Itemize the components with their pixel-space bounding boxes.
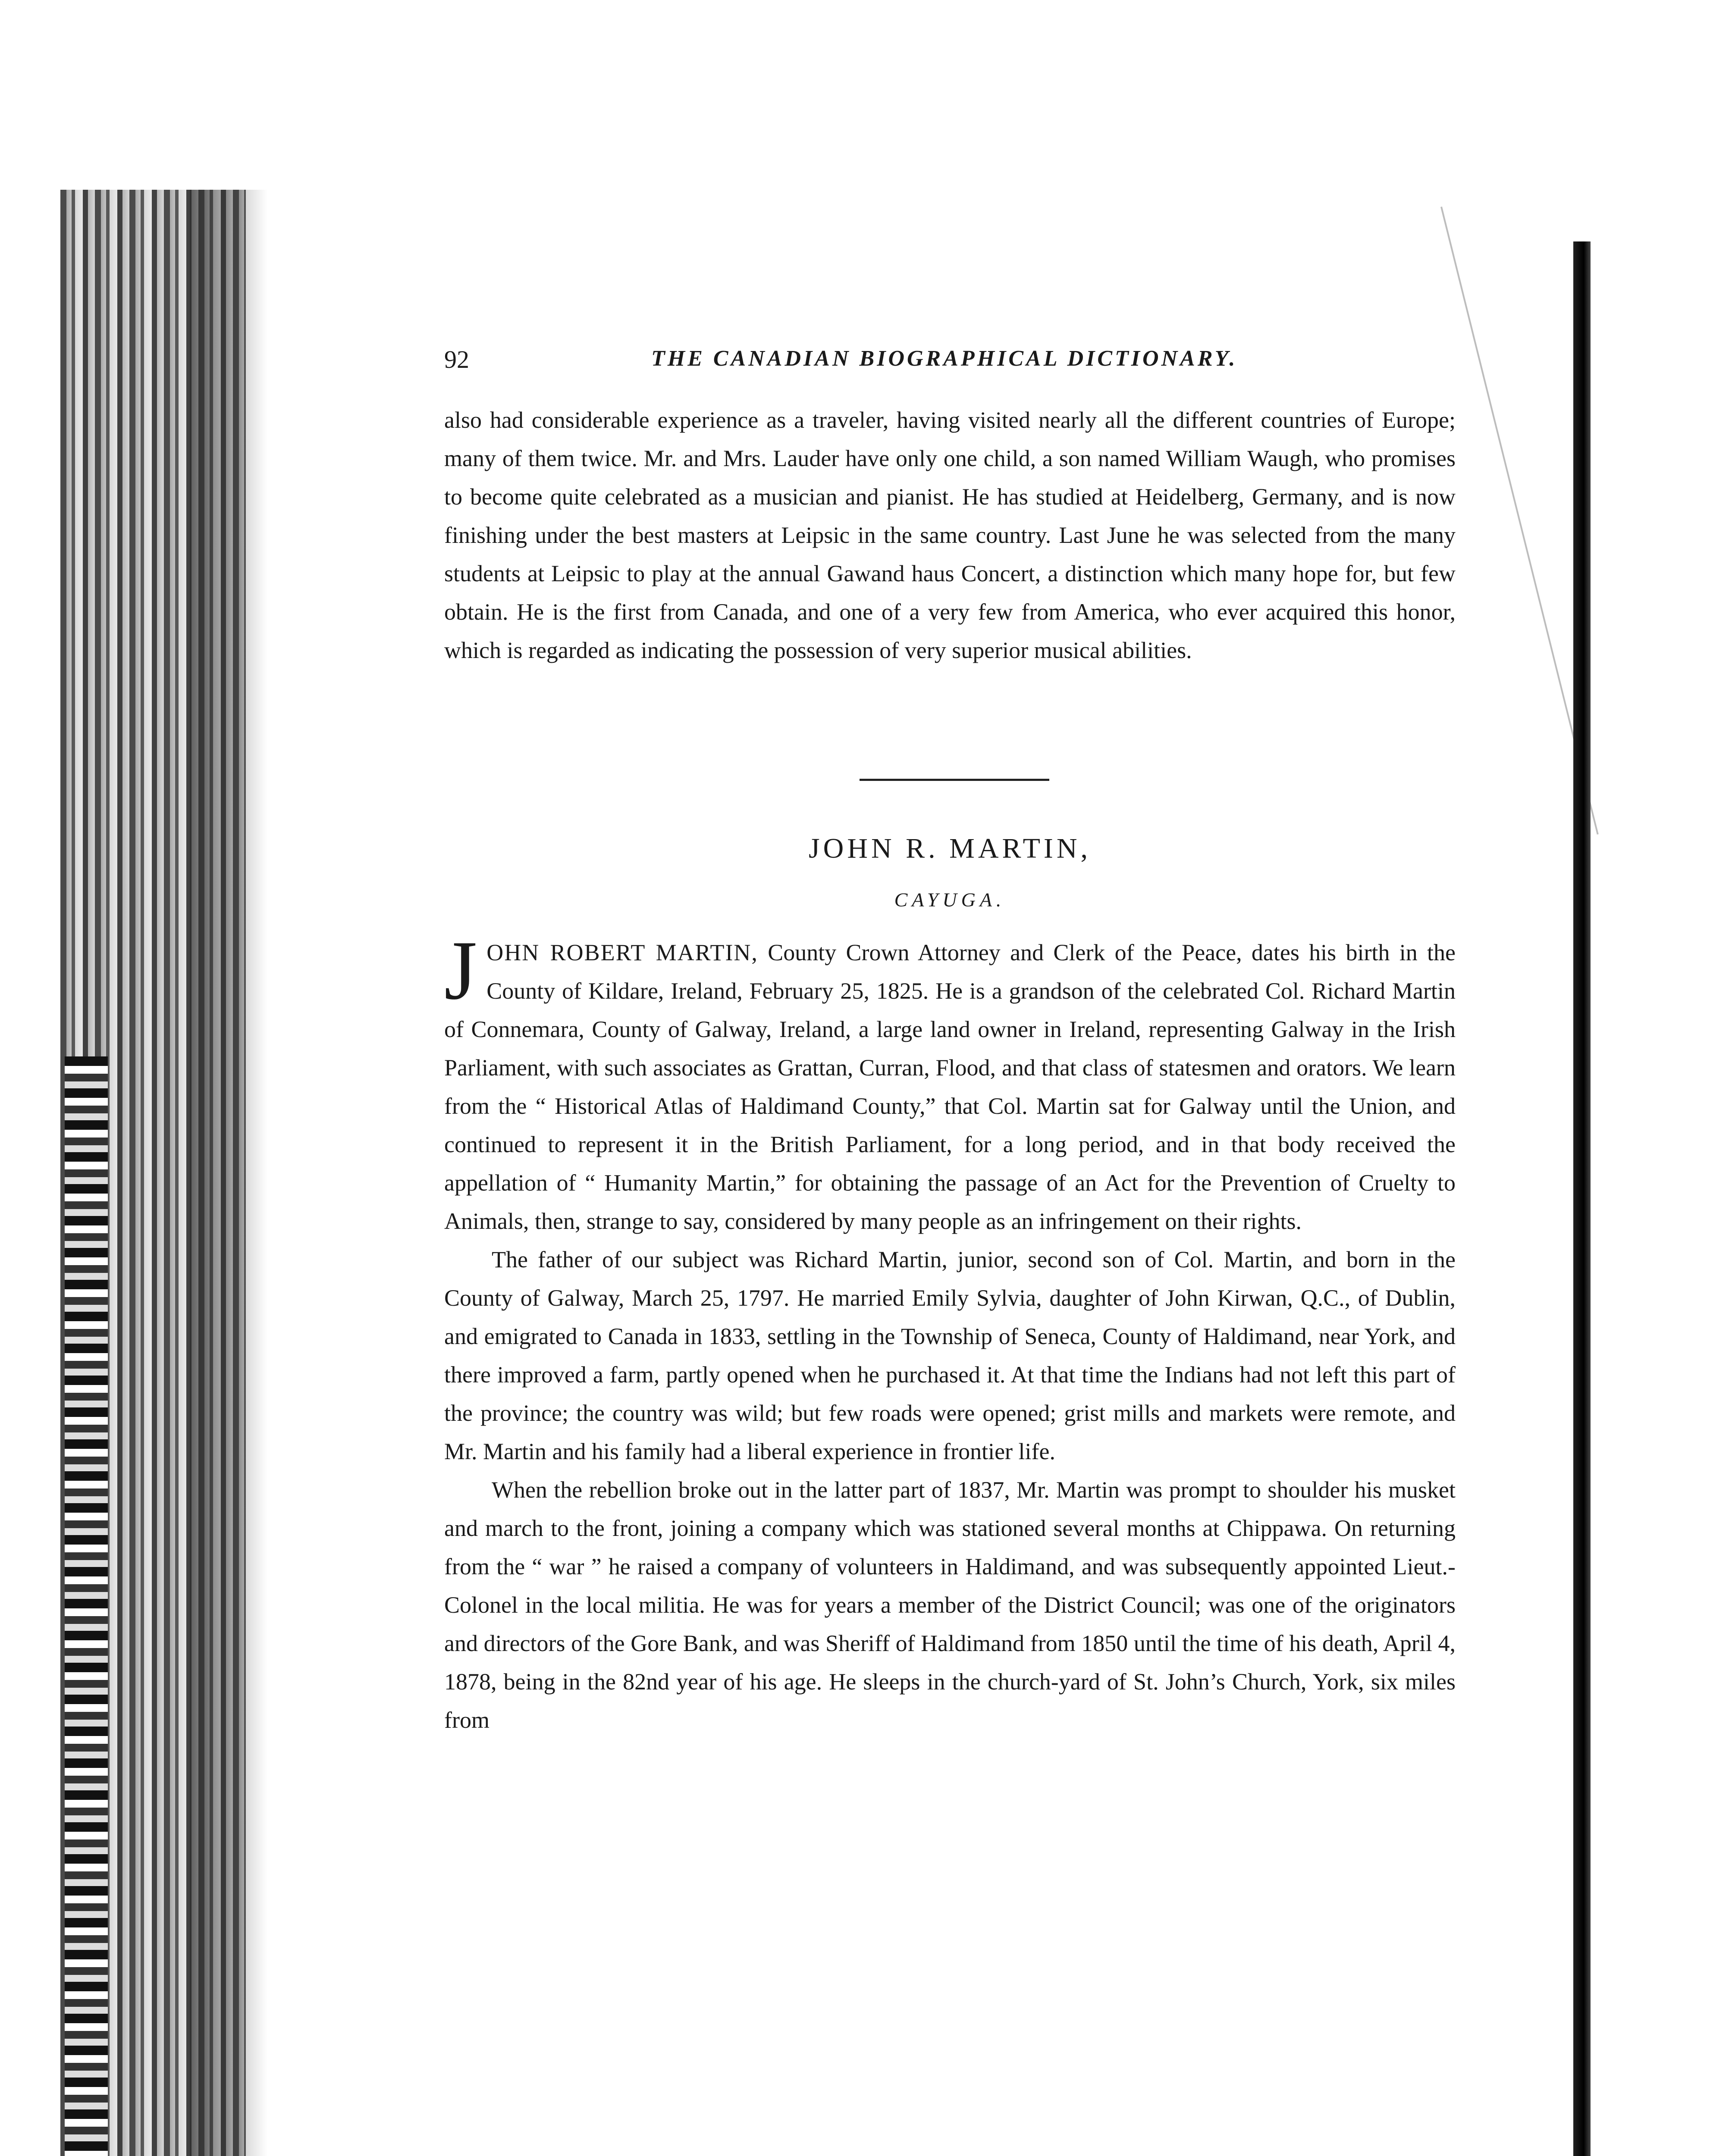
section-divider bbox=[860, 779, 1049, 781]
entry-place: CAYUGA. bbox=[894, 889, 1006, 911]
continuation-paragraph: also had considerable experience as a traveler, having visited nearly all the different countries of Europe; many of them twice. Mr. and Mrs. Lauder have only one child, a son named William Waugh, who promises to become quite celebrated as a musician and pianist. He has studied at Heidelberg, Germany, and is now finishing under the best masters at Leipsic in the same country. Last June he was selected from the many students at Leipsic to play at the annual Gawand haus Concert, a distinction which many hope for, but few obtain. He is the first from Canada, and one of a very few from America, who ever acquired this honor, which is regarded as indicating the possession of very superior musical abilities. bbox=[444, 407, 1456, 663]
book-edge-pages bbox=[65, 1056, 108, 2156]
entry-title: JOHN R. MARTIN, bbox=[808, 833, 1092, 864]
running-title: THE CANADIAN BIOGRAPHICAL DICTIONARY. bbox=[651, 346, 1238, 371]
right-page-edge bbox=[1573, 241, 1591, 2156]
entry-paragraph-2: The father of our subject was Richard Martin, junior, second son of Col. Martin, and born in the County of Galway, March 25, 1797. He married Emily Sylvia, daughter of John Kirwan, Q.C., of Dublin, and emigrated to Canada in 1833, settling in the Township of Seneca, County of Haldimand, near York, and there improved a farm, partly opened when he purchased it. At that time the Indians had not left this part of the province; the country was wild; but few roads were opened; grist mills and markets were remote, and Mr. Martin and his family had a liberal experience in frontier life. bbox=[444, 1247, 1456, 1464]
entry-body bbox=[444, 924, 1456, 1739]
continuation-text bbox=[444, 401, 1456, 670]
entry-paragraph-1 bbox=[444, 924, 1456, 1241]
lead-caps: OHN ROBERT MARTIN, bbox=[486, 940, 758, 965]
paragraph-text: County Crown Attorney and Clerk of the Peace, dates his birth in the County of Kildare, Ireland, February 25, 1825. He is a grandson of the celebrated Col. Richard Martin of Connemara, County of Galway, Ireland, a large land owner in Ireland, representing Galway in the Irish Parliament, with such associates as Grattan, Curran, Flood, and that class of statesmen and orators. We learn from the “ Historical Atlas of Haldimand County,” that Col. Martin sat for Galway until the Union, and continued to represent it in the British Parliament, for a long period, and in that body received the appellation of “ Humanity Martin,” for obtaining the passage of an Act for the Prevention of Cruelty to Animals, then, strange to say, considered by many people as an infringement on their rights. bbox=[444, 940, 1456, 1234]
running-head bbox=[444, 345, 1462, 379]
page-number: 92 bbox=[444, 345, 469, 373]
entry-paragraph-3: When the rebellion broke out in the latter part of 1837, Mr. Martin was prompt to shoulder his musket and march to the front, joining a company which was stationed several months at Chippawa. On returning from the “ war ” he raised a company of volunteers in Haldimand, and was subsequently appointed Lieut.-Colonel in the local militia. He was for years a member of the District Council; was one of the originators and directors of the Gore Bank, and was Sheriff of Haldimand from 1850 until the time of his death, April 4, 1878, being in the 82nd year of his age. He sleeps in the church-yard of St. John’s Church, York, six miles from bbox=[444, 1477, 1456, 1733]
gutter-shadow bbox=[190, 190, 267, 2156]
drop-cap: J bbox=[444, 924, 477, 1017]
